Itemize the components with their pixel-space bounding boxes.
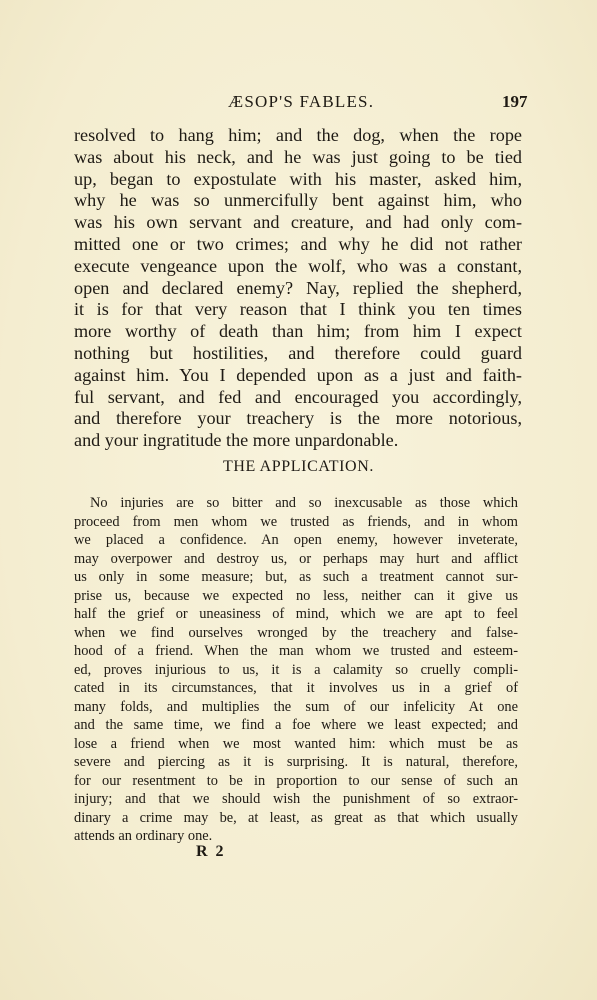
fable-line: against him. You I depended upon as a just and faith-: [74, 364, 522, 385]
fable-line: resolved to hang him; and the dog, when the rope: [74, 125, 522, 145]
application-line: proceed from men whom we trusted as friends, and in whom: [74, 513, 518, 530]
application-line: when we find ourselves wronged by the treachery and false-: [74, 624, 518, 641]
application-line: us only in some measure; but, as such a treatment cannot sur-: [74, 569, 518, 585]
fable-line: it is for that very reason that I think you ten times: [74, 299, 522, 320]
application-line: No injuries are so bitter and so inexcusable as those which: [90, 495, 518, 511]
fable-line: was about his neck, and he was just going to be tied: [74, 146, 522, 167]
fable-line: more worthy of death than him; from him I expect: [74, 321, 522, 342]
fable-line: mitted one or two crimes; and why he did not rather: [74, 233, 522, 254]
application-line: may overpower and destroy us, or perhaps may hurt and afflict: [74, 550, 518, 567]
application-line: for our resentment to be in proportion to our sense of such an: [74, 772, 518, 789]
application-line: half the grief or uneasiness of mind, which we are apt to feel: [74, 606, 518, 622]
fable-line: execute vengeance upon the wolf, who was a constant,: [74, 255, 522, 276]
fable-line: was his own servant and creature, and had only com-: [74, 212, 522, 233]
application-heading: THE APPLICATION.: [223, 458, 374, 475]
application-text: [74, 494, 518, 846]
application-line: cated in its circumstances, that it involves us in a grief of: [74, 680, 518, 696]
fable-line: open and declared enemy? Nay, replied the shepherd,: [74, 277, 522, 298]
application-line: injury; and that we should wish the punishment of so extraor-: [74, 791, 518, 807]
fable-text: [74, 125, 522, 452]
application-line: and the same time, we find a foe where we least expected; and: [74, 717, 518, 733]
signature-mark: R 2: [196, 843, 226, 860]
fable-line: why he was so unmercifully bent against him, who: [74, 190, 522, 211]
application-line: hood of a friend. When the man whom we trusted and esteem-: [74, 643, 518, 659]
fable-line: and your ingratitude the more unpardonable.: [74, 430, 399, 451]
fable-line: and therefore your treachery is the more notorious,: [74, 408, 522, 429]
application-line: ed, proves injurious to us, it is a calamity so cruelly compli-: [74, 661, 518, 678]
application-line: attends an ordinary one.: [74, 828, 213, 844]
fable-line: up, began to expostulate with his master, asked him,: [74, 168, 522, 189]
page-number: 197: [502, 92, 528, 111]
application-line: prise us, because we expected no less, neither can it give us: [74, 587, 518, 604]
running-head: [0, 92, 597, 116]
application-line: dinary a crime may be, at least, as great as that which usually: [74, 809, 518, 826]
fable-line: nothing but hostilities, and therefore could guard: [74, 342, 522, 363]
application-line: severe and piercing as it is surprising. It is natural, therefore,: [74, 754, 518, 770]
fable-line: ful servant, and fed and encouraged you accordingly,: [74, 386, 522, 407]
running-title: ÆSOP'S FABLES.: [228, 92, 375, 111]
application-line: we placed a confidence. An open enemy, however inveterate,: [74, 532, 518, 548]
application-line: lose a friend when we most wanted him: which must be as: [74, 735, 518, 752]
application-line: many folds, and multiplies the sum of our infelicity At one: [74, 698, 518, 715]
